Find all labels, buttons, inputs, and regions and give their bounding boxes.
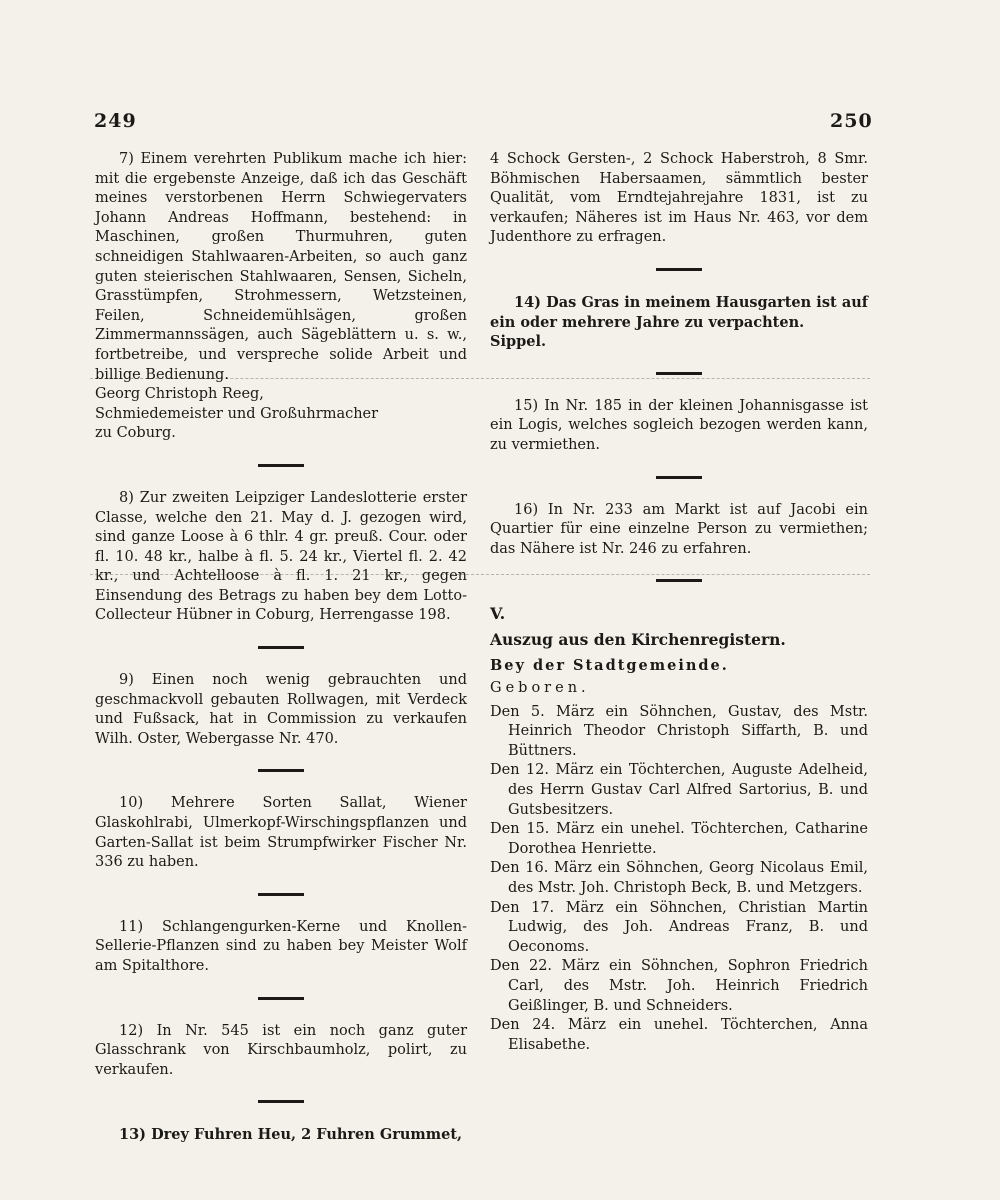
birth-entry: Den 22. März ein Söhnchen, Sophron Friedrich Carl, des Mstr. Joh. Heinrich Friedrich Geißlinger, B. und Schneiders.	[490, 958, 868, 1014]
advertisement-14: 14) Das Gras in meinem Hausgarten ist auf ein oder mehrere Jahre zu verpachten.	[490, 293, 868, 331]
birth-entry: Den 17. März ein Söhnchen, Christian Martin Ludwig, des Joh. Andreas Franz, B. und Oeconoms.	[490, 899, 868, 955]
birth-entry: Den 24. März ein unehel. Töchterchen, Anna Elisabethe.	[490, 1017, 868, 1053]
ad7-signature-place: zu Coburg.	[95, 425, 176, 442]
advertisement-15: 15) In Nr. 185 in der kleinen Johannisgasse ist ein Logis, welches sogleich bezogen werden kann, zu vermiethen.	[490, 397, 868, 453]
subsection-title: Bey der Stadtgemeinde.	[490, 656, 729, 674]
advertisement-11: 11) Schlangengurken-Kerne und Knollen-Sellerie-Pflanzen sind zu haben bey Meister Wolf am Spitalthore.	[95, 918, 467, 974]
ad14-signature: Sippel.	[490, 333, 547, 351]
advertisement-13: 13) Drey Fuhren Heu, 2 Fuhren Grummet,	[119, 1126, 463, 1144]
birth-entry: Den 16. März ein Söhnchen, Georg Nicolaus Emil, des Mstr. Joh. Christoph Beck, B. und Metzgers.	[490, 860, 868, 897]
separator	[258, 997, 304, 1000]
left-column	[95, 150, 467, 1145]
births-heading: Geboren.	[490, 680, 590, 697]
separator	[258, 1100, 304, 1103]
separator	[656, 579, 702, 582]
advertisement-10: 10) Mehrere Sorten Sallat, Wiener Glaskohlrabi, Ulmerkopf-Wirschingspflanzen und Garten-Sallat ist beim Strumpfwirker Fischer Nr. 336 zu haben.	[95, 795, 467, 871]
ad7-signature-title: Schmiedemeister und Großuhrmacher	[95, 405, 379, 422]
advertisement-8: 8) Zur zweiten Leipziger Landeslotterie erster Classe, welche den 21. May d. J. gezogen wird, sind ganze Loose à 6 thlr. 4 gr. preuß. Cour. oder fl. 10. 48 kr., halbe à fl. 5. 24 kr., Viertel fl. 2. 42 kr., und Achtelloose à fl. 1. 21 kr., gegen Einsendung des Betrags zu haben bey dem Lotto-Collecteur Hübner in Coburg, Herrengasse 198.	[95, 489, 467, 624]
page-number-left: 249	[94, 110, 137, 132]
section-title: Auszug aus den Kirchenregistern.	[490, 629, 786, 649]
page-number-right: 250	[830, 110, 873, 132]
birth-entry: Den 12. März ein Töchterchen, Auguste Adelheid, des Herrn Gustav Carl Alfred Sartorius, B. und Gutsbesitzers.	[490, 762, 868, 818]
advertisement-13-continued: 4 Schock Gersten-, 2 Schock Haberstroh, 8 Smr. Böhmischen Habersaamen, sämmtlich bester Qualität, vom Erndtejahrejahre 1831, ist zu verkaufen; Näheres ist im Haus Nr. 463, vor dem Judenthore zu erfragen.	[490, 151, 868, 246]
birth-entry: Den 15. März ein unehel. Töchterchen, Catharine Dorothea Henriette.	[490, 821, 868, 857]
advertisement-9: 9) Einen noch wenig gebrauchten und geschmackvoll gebauten Rollwagen, mit Verdeck und Fußsack, hat in Commission zu verkaufen Wilh. Oster, Webergasse Nr. 470.	[95, 672, 467, 747]
separator	[656, 268, 702, 271]
separator	[656, 372, 702, 375]
birth-entry: Den 5. März ein Söhnchen, Gustav, des Mstr. Heinrich Theodor Christoph Siffarth, B. und Büttners.	[490, 703, 868, 759]
separator	[258, 646, 304, 649]
section-number: V.	[490, 604, 506, 624]
separator	[258, 769, 304, 772]
separator	[258, 464, 304, 467]
right-column	[490, 150, 868, 1055]
ad7-signature-name: Georg Christoph Reeg,	[95, 386, 264, 403]
separator	[258, 893, 304, 896]
separator	[656, 476, 702, 479]
advertisement-12: 12) In Nr. 545 ist ein noch ganz guter Glasschrank von Kirschbaumholz, polirt, zu verkaufen.	[95, 1022, 467, 1078]
advertisement-16: 16) In Nr. 233 am Markt ist auf Jacobi ein Quartier für eine einzelne Person zu vermiethen; das Nähere ist Nr. 246 zu erfahren.	[490, 501, 868, 557]
advertisement-7: 7) Einem verehrten Publikum mache ich hier: mit die ergebenste Anzeige, daß ich das Geschäft meines verstorbenen Herrn Schwiegervaters Johann Andreas Hoffmann, bestehend: in Maschinen, großen Thurmuhren, guten schneidigen Stahlwaaren-Arbeiten, so auch ganz guten steierischen Stahlwaaren, Sensen, Sicheln, Grasstümpfen, Strohmessern, Wetzsteinen, Feilen, Schneidemühlsägen, großen Zimmermannssägen, auch Sägeblättern u. s. w., fortbetreibe, und verspreche solide Arbeit und billige Bedienung.	[95, 151, 467, 383]
